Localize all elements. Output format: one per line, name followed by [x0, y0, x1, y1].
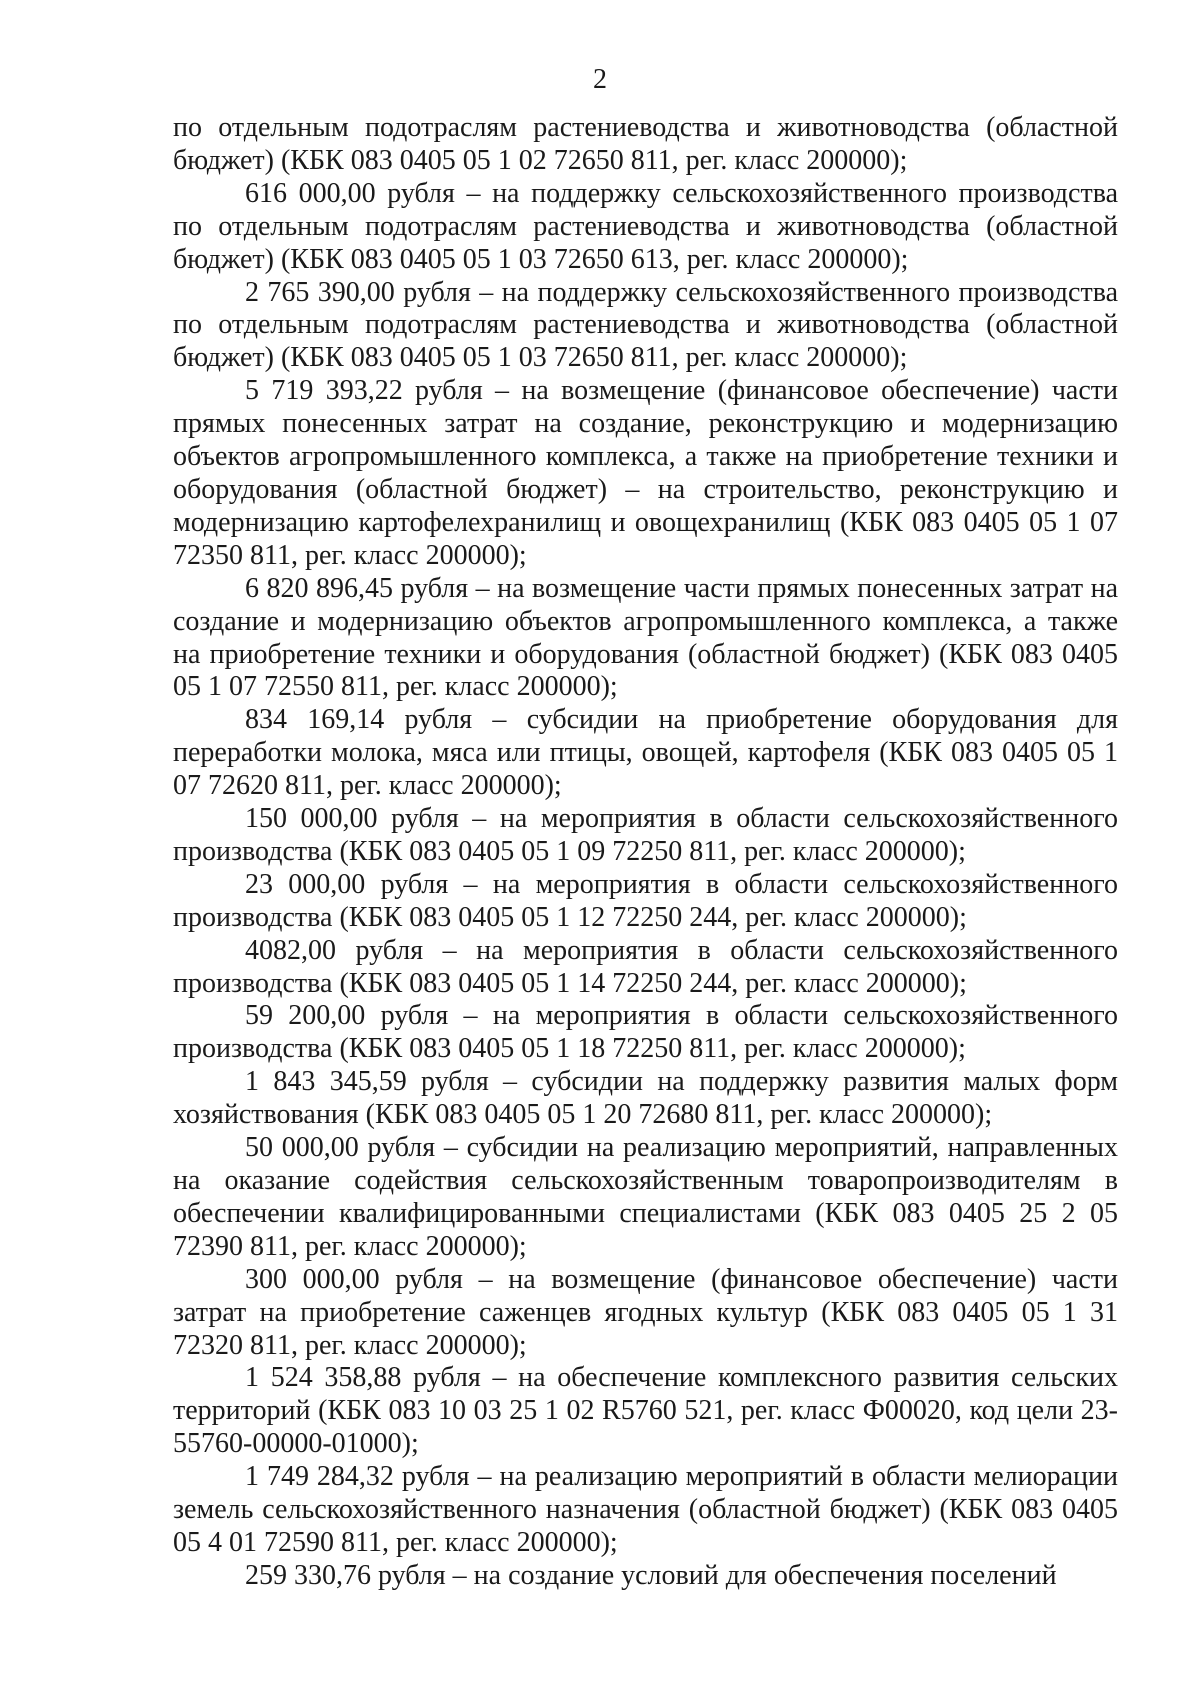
paragraph-allocation: 23 000,00 рубля – на мероприятия в области сельскохозяйственного производства (КБК 083 0405 05 1 12 72250 244, рег. класс 200000);: [173, 868, 1118, 933]
paragraph-allocation: 1 843 345,59 рубля – субсидии на поддержку развития малых форм хозяйствования (КБК 083 0405 05 1 20 72680 811, рег. класс 200000);: [173, 1066, 1118, 1131]
paragraph-allocation: 259 330,76 рубля – на создание условий для обеспечения поселений: [245, 1559, 1057, 1591]
paragraph-allocation: 6 820 896,45 рубля – на возмещение части прямых понесенных затрат на создание и модернизацию объектов агропромышленного комплекса, а также на приобретение техники и оборудования (областной бюджет) (КБК 083 0405 05 1 07 72550 811, рег. класс 200000);: [173, 572, 1118, 703]
paragraph-continuation: по отдельным подотраслям растениеводства и животноводства (областной бюджет) (КБК 083 0405 05 1 02 72650 811, рег. класс 200000);: [173, 112, 1118, 176]
paragraph-allocation: 834 169,14 рубля – субсидии на приобретение оборудования для переработки молока, мяса или птицы, овощей, картофеля (КБК 083 0405 05 1 07 72620 811, рег. класс 200000);: [173, 704, 1118, 802]
paragraph-allocation: 300 000,00 рубля – на возмещение (финансовое обеспечение) части затрат на приобретение саженцев ягодных культур (КБК 083 0405 05 1 31 72320 811, рег. класс 200000);: [173, 1263, 1118, 1361]
paragraph-allocation: 4082,00 рубля – на мероприятия в области сельскохозяйственного производства (КБК 083 0405 05 1 14 72250 244, рег. класс 200000);: [173, 934, 1118, 999]
paragraph-allocation: 59 200,00 рубля – на мероприятия в области сельскохозяйственного производства (КБК 083 0405 05 1 18 72250 811, рег. класс 200000);: [173, 1000, 1118, 1065]
page-number: 2: [593, 64, 607, 95]
paragraph-allocation: 1 524 358,88 рубля – на обеспечение комплексного развития сельских территорий (КБК 083 10 03 25 1 02 R5760 521, рег. класс Ф00020, код цели 23-55760-00000-01000);: [173, 1362, 1118, 1460]
paragraph-allocation: 50 000,00 рубля – субсидии на реализацию мероприятий, направленных на оказание содействия сельскохозяйственным товаропроизводителям в обеспечении квалифицированными специалистами (КБК 083 0405 25 2 05 72390 811, рег. класс 200000);: [173, 1132, 1118, 1262]
paragraph-allocation: 1 749 284,32 рубля – на реализацию мероприятий в области мелиорации земель сельскохозяйственного назначения (областной бюджет) (КБК 083 0405 05 4 01 72590 811, рег. класс 200000);: [173, 1461, 1118, 1558]
paragraph-allocation: 616 000,00 рубля – на поддержку сельскохозяйственного производства по отдельным подотраслям растениеводства и животноводства (областной бюджет) (КБК 083 0405 05 1 03 72650 613, рег. класс 200000);: [173, 177, 1118, 275]
paragraph-allocation: 150 000,00 рубля – на мероприятия в области сельскохозяйственного производства (КБК 083 0405 05 1 09 72250 811, рег. класс 200000);: [173, 803, 1118, 867]
document-body: [173, 112, 1118, 1593]
paragraph-allocation: 2 765 390,00 рубля – на поддержку сельскохозяйственного производства по отдельным подотраслям растениеводства и животноводства (областной бюджет) (КБК 083 0405 05 1 03 72650 811, рег. класс 200000);: [173, 276, 1118, 374]
paragraph-allocation: 5 719 393,22 рубля – на возмещение (финансовое обеспечение) части прямых понесенных затрат на создание, реконструкцию и модернизацию объектов агропромышленного комплекса, а также на приобретение техники и оборудования (областной бюджет) – на строительство, реконструкцию и модернизацию картофелехранилищ и овощехранилищ (КБК 083 0405 05 1 07 72350 811, рег. класс 200000);: [173, 375, 1118, 571]
